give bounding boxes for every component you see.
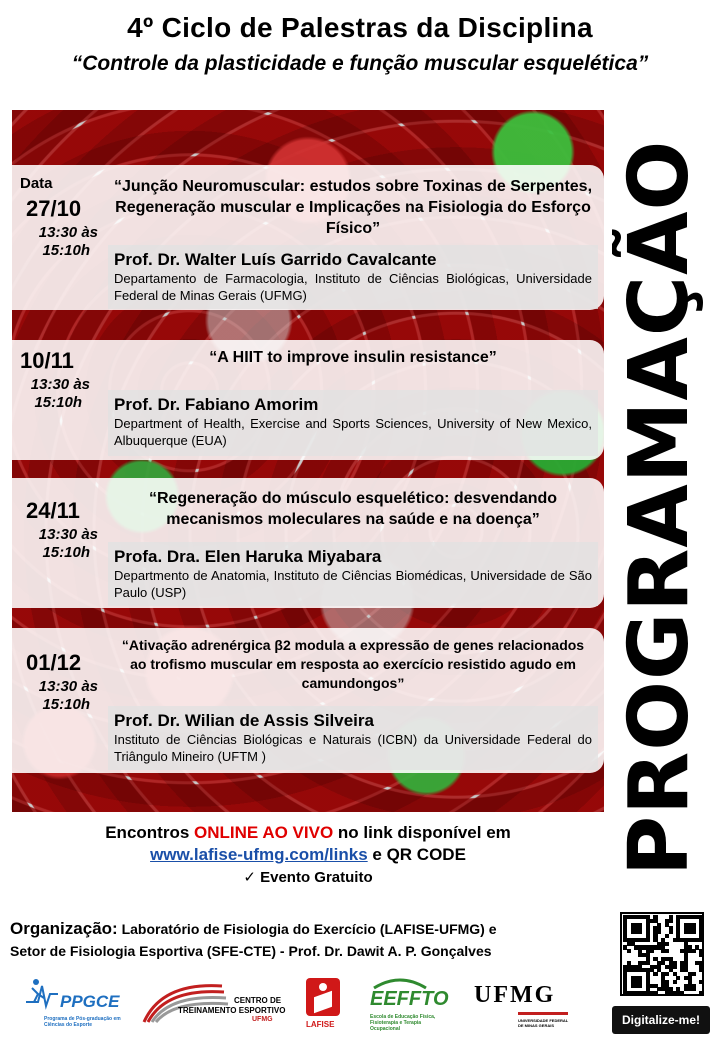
- speaker-name: Prof. Dr. Walter Luís Garrido Cavalcante: [114, 250, 437, 269]
- talk-title: “Junção Neuromuscular: estudos sobre Toxinas de Serpentes, Regeneração muscular e Implicações na Fisiologia do Esforço Físico”: [113, 178, 593, 237]
- eeffto-logo: [370, 976, 460, 1032]
- eeffto-subtext: Escola de Educação Física, Fisioterapia e Terapia Ocupacional: [370, 1014, 436, 1032]
- digitalize-label: Digitalize-me!: [612, 1006, 710, 1034]
- encontros-post: no link disponível em: [333, 823, 511, 842]
- organization-line-1: Laboratório de Fisiologia do Exercício (LAFISE-UFMG) e: [117, 921, 497, 937]
- ufmg-subtext: UNIVERSIDADE FEDERAL DE MINAS GERAIS: [518, 1018, 569, 1028]
- qr-module: [665, 949, 669, 953]
- programacao-vertical-title-wrap: [612, 108, 714, 876]
- speaker-box: [108, 542, 598, 606]
- qr-module: [692, 930, 696, 934]
- qr-module: [646, 938, 650, 942]
- centro-line-3: UFMG: [252, 1016, 273, 1023]
- ppgce-text: PPGCE: [60, 992, 120, 1011]
- lafise-text: LAFISE: [306, 1020, 335, 1029]
- speaker-box: [108, 706, 598, 770]
- qr-module: [676, 976, 680, 980]
- speaker-name: Prof. Dr. Fabiano Amorim: [114, 395, 319, 414]
- qr-module: [653, 991, 657, 995]
- encontros-pre: Encontros: [105, 823, 195, 842]
- qr-module: [627, 949, 631, 953]
- qr-module: [638, 930, 642, 934]
- session-time-end: 15:10h: [42, 544, 90, 561]
- link-post-text: e QR CODE: [367, 845, 466, 864]
- programacao-vertical-title: PROGRAMAÇÃO: [612, 139, 707, 876]
- session-date: 24/11: [26, 498, 80, 523]
- ppgce-subtext: Programa de Pós-graduação em Ciências do Esporte: [44, 1016, 121, 1028]
- qr-module: [673, 980, 677, 984]
- qr-module: [665, 972, 669, 976]
- session-date: 27/10: [26, 196, 82, 221]
- qr-module: [692, 987, 696, 991]
- speaker-name: Prof. Dr. Wilian de Assis Silveira: [114, 711, 374, 730]
- qr-module: [669, 930, 673, 934]
- qr-code[interactable]: [620, 912, 704, 996]
- speaker-affiliation: Departmento de Anatomia, Instituto de Ciências Biomédicas, Universidade de São Paulo (USP): [114, 568, 592, 600]
- organization-label: Organização:: [10, 919, 118, 938]
- links-url[interactable]: www.lafise-ufmg.com/links: [150, 845, 368, 864]
- qr-module: [699, 980, 703, 984]
- qr-module: [692, 972, 696, 976]
- page-title: 4º Ciclo de Palestras da Disciplina: [127, 12, 593, 43]
- qr-module: [657, 930, 661, 934]
- qr-module: [699, 991, 703, 995]
- organization-info: [10, 918, 590, 962]
- lafise-logo: [304, 976, 344, 1032]
- talk-title: “Regeneração do músculo esquelético: desvendando mecanismos moleculares na saúde e na doença”: [148, 490, 558, 528]
- speaker-affiliation: Instituto de Ciências Biológicas e Naturais (ICBN) da Universidade Federal do Triângulo Mineiro (UFTM ): [114, 732, 592, 764]
- speaker-box: [108, 245, 598, 309]
- session-date: 10/11: [20, 348, 74, 373]
- speaker-affiliation: Departamento de Farmacologia, Instituto de Ciências Biológicas, Universidade Federal de Minas Gerais (UFMG): [114, 271, 592, 303]
- qr-module: [692, 949, 696, 953]
- eeffto-text: EEFFTO: [370, 988, 449, 1010]
- speaker-box: [108, 390, 598, 456]
- ufmg-logo: [474, 976, 574, 1032]
- centro-line-1: CENTRO DE: [234, 996, 282, 1005]
- qr-module: [673, 965, 677, 969]
- online-live-highlight: ONLINE AO VIVO: [194, 823, 334, 842]
- ppgce-logo: [24, 976, 124, 1032]
- session-time-end: 15:10h: [42, 696, 90, 713]
- qr-module: [653, 972, 657, 976]
- qr-module: [665, 942, 669, 946]
- session-date: 01/12: [26, 650, 82, 675]
- encontros-info: [0, 822, 616, 866]
- qr-module: [669, 919, 673, 923]
- centro-line-2: TREINAMENTO ESPORTIVO: [178, 1006, 286, 1015]
- session-time-start: 13:30 às: [30, 376, 90, 393]
- qr-module: [699, 953, 703, 957]
- organization-line-2: Setor de Fisiologia Esportiva (SFE-CTE) - Prof. Dr. Dawit A. P. Gonçalves: [10, 943, 492, 959]
- track-swoosh-icon: [142, 976, 232, 1026]
- session-time-start: 13:30 às: [38, 224, 98, 241]
- talk-title: “Ativação adrenérgica β2 modula a expressão de genes relacionados ao trofismo muscular em resposta ao exercício resistido agudo em camundongos”: [121, 637, 585, 691]
- speaker-affiliation: Department of Health, Exercise and Sports Sciences, University of New Mexico, Albuquerque (EUA): [114, 416, 592, 448]
- centro-treinamento-logo: [142, 976, 286, 1032]
- talk-title: “A HIIT to improve insulin resistance”: [209, 349, 497, 366]
- qr-module: [638, 984, 642, 988]
- date-column-label: Data: [20, 175, 53, 192]
- qr-module: [699, 968, 703, 972]
- ufmg-red-bar: [518, 1012, 568, 1015]
- session-time-start: 13:30 às: [38, 678, 98, 695]
- speaker-name: Profa. Dra. Elen Haruka Miyabara: [114, 547, 382, 566]
- ufmg-text: UFMG: [474, 982, 556, 1008]
- free-event-note: ✓ Evento Gratuito: [243, 869, 373, 886]
- session-time-end: 15:10h: [42, 242, 90, 259]
- qr-module: [650, 949, 654, 953]
- page-subtitle: “Controle da plasticidade e função muscular esquelética”: [71, 52, 649, 75]
- qr-module: [699, 938, 703, 942]
- session-time-start: 13:30 às: [38, 526, 98, 543]
- session-time-end: 15:10h: [34, 394, 82, 411]
- qr-module: [680, 991, 684, 995]
- qr-module: [665, 934, 669, 938]
- lafise-mark-icon: [306, 978, 340, 1016]
